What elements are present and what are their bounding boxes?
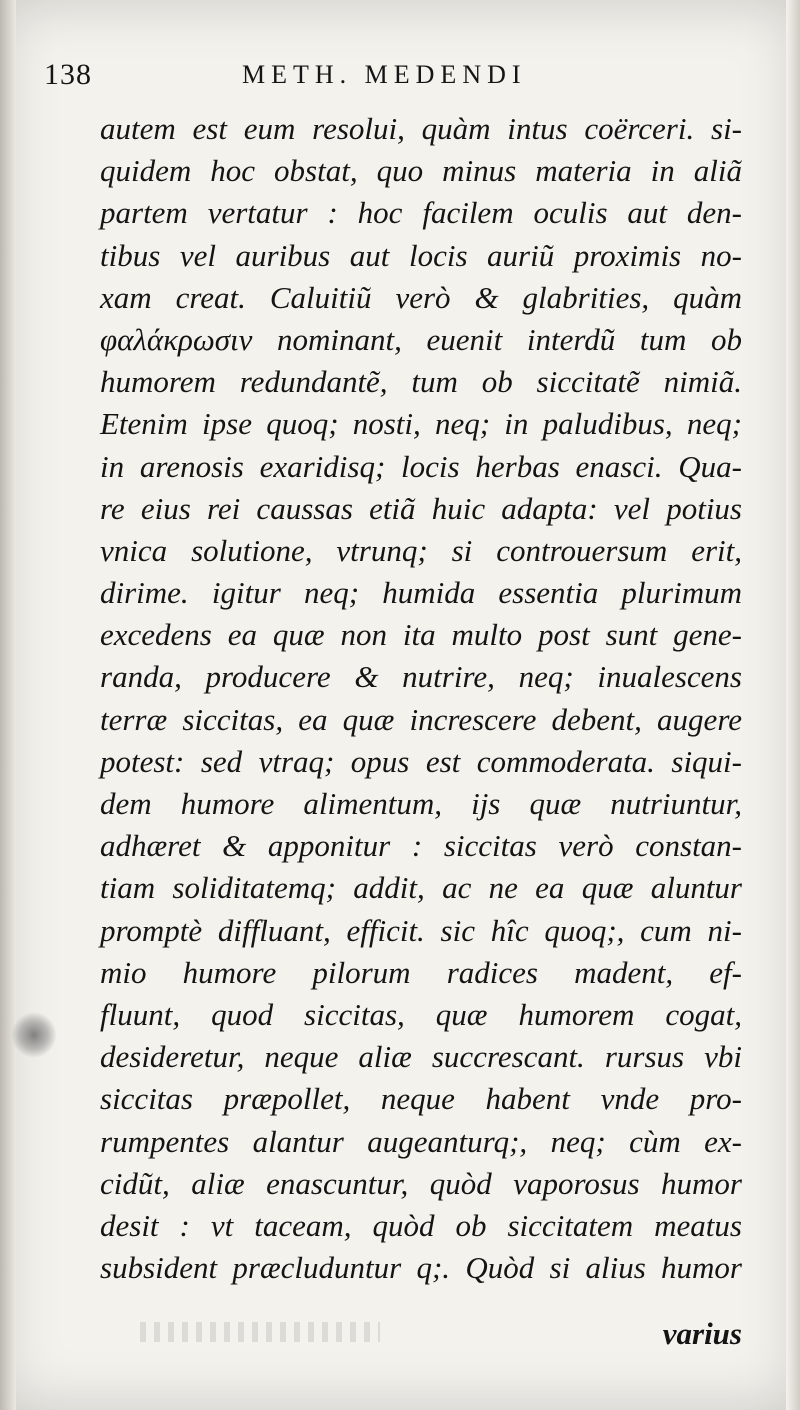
text-line: mio humore pilorum radices madent, ef- bbox=[100, 954, 742, 990]
text-line: terræ siccitas, ea quæ increscere debent, augere bbox=[100, 701, 742, 737]
text-line: φαλάκρωσιν nominant, euenit interdũ tum ob bbox=[100, 321, 742, 357]
catchword-line bbox=[100, 1316, 742, 1358]
ink-blot bbox=[12, 1012, 56, 1058]
text-line: desideretur, neque aliæ succrescant. rursus vbi bbox=[100, 1039, 742, 1075]
text-line: cidũt, aliæ enascuntur, quòd vaporosus humor bbox=[100, 1165, 742, 1201]
text-line: humorem redundantẽ, tum ob siccitatẽ nimiã. bbox=[100, 364, 742, 400]
text-line: in arenosis exaridisq; locis herbas enasci. Qua- bbox=[100, 448, 742, 484]
page-header bbox=[44, 58, 744, 98]
text-line: subsident præcluduntur q;. Quòd si alius humor bbox=[100, 1250, 742, 1286]
text-line: autem est eum resolui, quàm intus coërceri. si- bbox=[100, 111, 742, 146]
catchword: varius bbox=[662, 1316, 742, 1351]
text-line: quidem hoc obstat, quo minus materia in aliã bbox=[100, 153, 742, 189]
text-line: tibus vel auribus aut locis auriũ proximis no- bbox=[100, 237, 742, 273]
page-gutter-shadow bbox=[0, 0, 16, 1410]
body-text bbox=[100, 108, 742, 1289]
running-title: METH. MEDENDI bbox=[242, 60, 527, 89]
text-line: desit : vt taceam, quòd ob siccitatem meatus bbox=[100, 1207, 742, 1243]
text-line: vnica solutione, vtrunq; si controuersum erit, bbox=[100, 532, 742, 568]
text-line: dirime. igitur neq; humida essentia plurimum bbox=[100, 575, 742, 611]
text-line: siccitas præpollet, neque habent vnde pro- bbox=[100, 1081, 742, 1117]
text-line: promptè diffluant, efficit. sic hîc quoq;, cum ni- bbox=[100, 912, 742, 948]
text-line: adhæret & apponitur : siccitas verò constan- bbox=[100, 828, 742, 864]
text-line: dem humore alimentum, ijs quæ nutriuntur, bbox=[100, 786, 742, 821]
page-number: 138 bbox=[44, 58, 92, 91]
text-line: partem vertatur : hoc facilem oculis aut den- bbox=[100, 195, 742, 231]
text-line: Etenim ipse quoq; nosti, neq; in paludibus, neq; bbox=[100, 406, 742, 442]
text-line: re eius rei caussas etiã huic adapta: vel potius bbox=[100, 490, 742, 526]
text-line: tiam soliditatemq; addit, ac ne ea quæ aluntur bbox=[100, 870, 742, 906]
text-line: excedens ea quæ non ita multo post sunt gene- bbox=[100, 617, 742, 653]
text-line: xam creat. Caluitiũ verò & glabrities, quàm bbox=[100, 279, 742, 315]
text-line: rumpentes alantur augeanturq;, neq; cùm ex- bbox=[100, 1123, 742, 1159]
page-edge-shadow bbox=[786, 0, 800, 1410]
text-line: randa, producere & nutrire, neq; inualescens bbox=[100, 659, 742, 695]
text-line: fluunt, quod siccitas, quæ humorem cogat, bbox=[100, 996, 742, 1032]
text-line: potest: sed vtraq; opus est commoderata. siqui- bbox=[100, 743, 742, 779]
